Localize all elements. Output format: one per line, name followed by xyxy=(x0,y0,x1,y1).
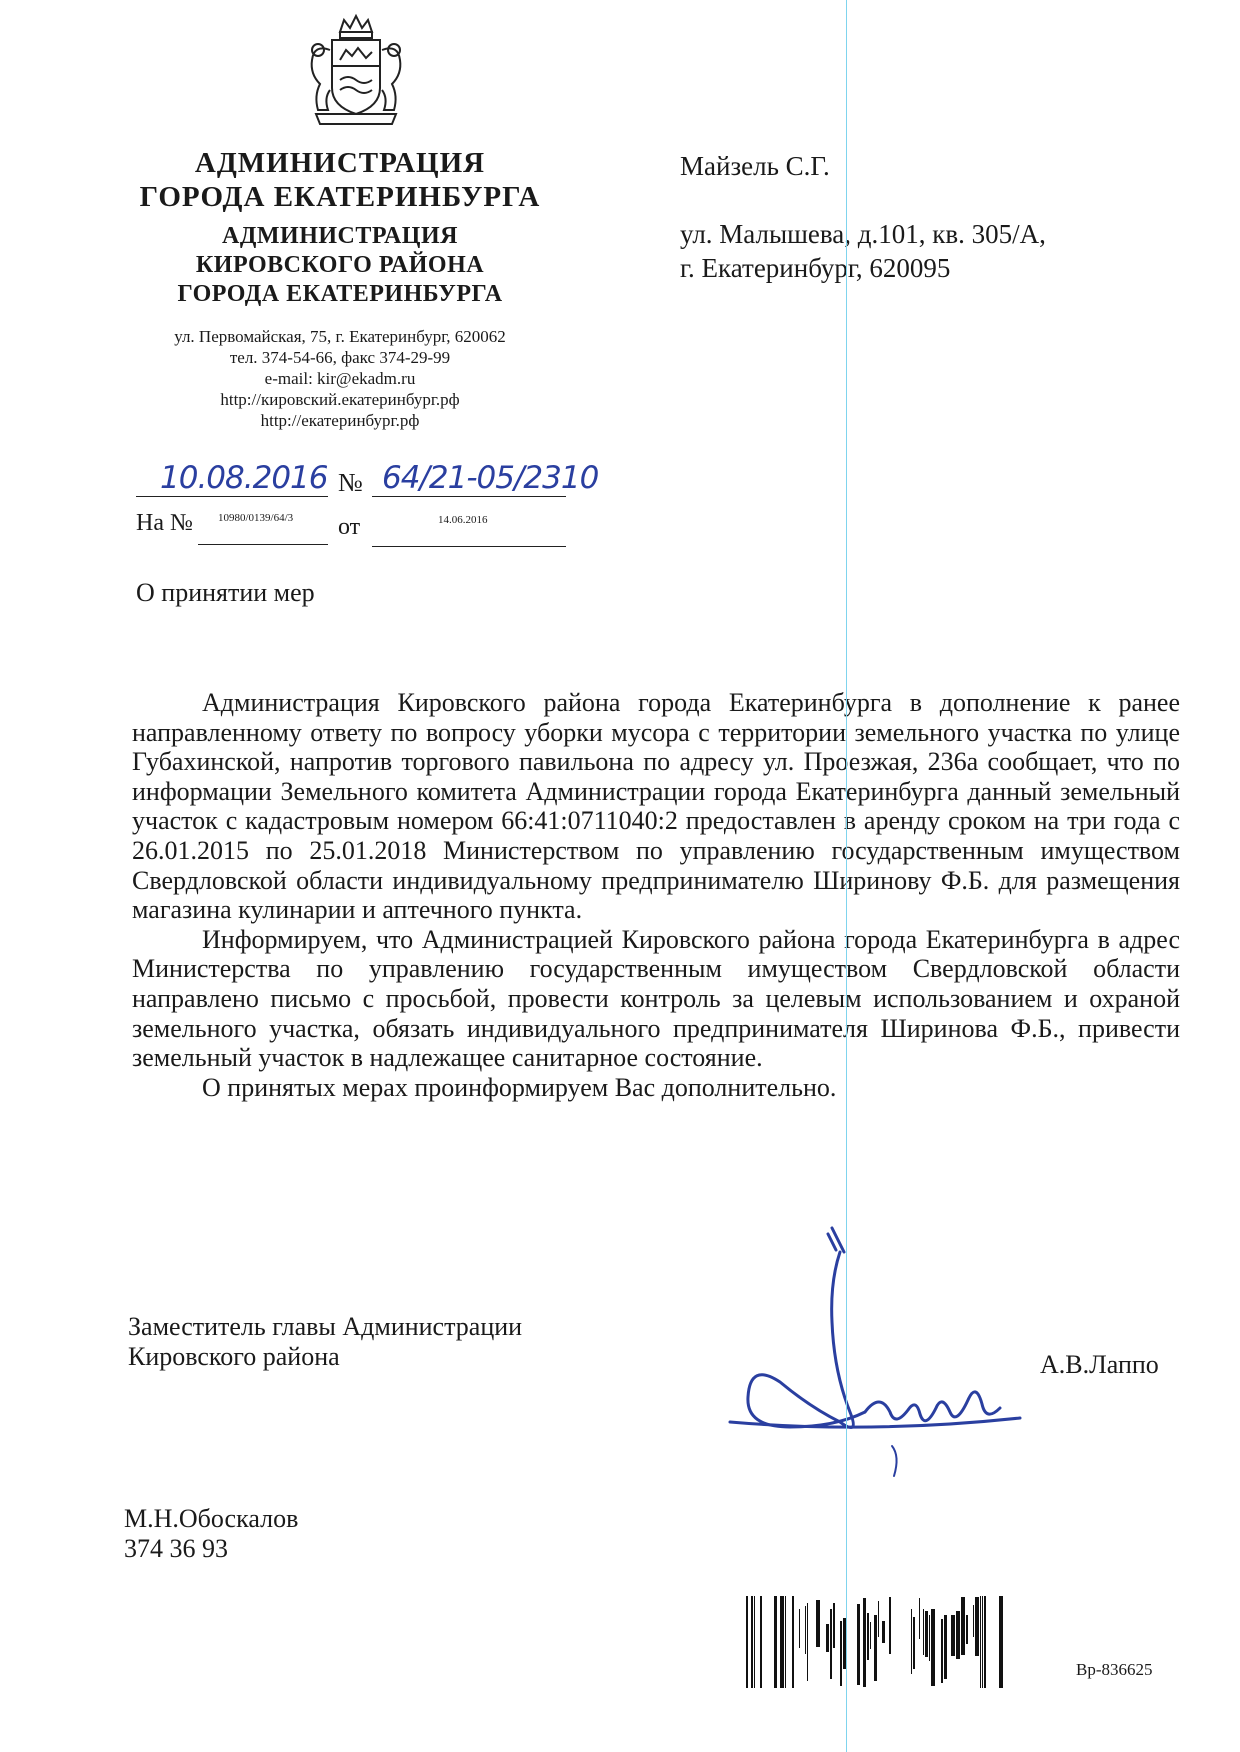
number-underline xyxy=(372,496,566,497)
contact-address: ул. Первомайская, 75, г. Екатеринбург, 620062 xyxy=(174,327,506,346)
contact-website-city: http://екатеринбург.рф xyxy=(260,411,420,430)
barcode-image xyxy=(746,1596,1008,1688)
contact-block xyxy=(120,326,560,431)
signatory-position xyxy=(128,1312,522,1372)
from-date: 14.06.2016 xyxy=(438,514,488,526)
scan-line-artifact xyxy=(846,0,847,1752)
district-admin-line-1: АДМИНИСТРАЦИЯ xyxy=(222,223,458,249)
date-underline xyxy=(136,496,328,497)
recipient-name: Майзель С.Г. xyxy=(680,151,830,181)
executor-block xyxy=(124,1504,298,1564)
district-admin-line-2: КИРОВСКОГО РАЙОНА xyxy=(195,252,485,278)
executor-name: М.Н.Обоскалов xyxy=(124,1504,299,1533)
barcode-id: Вр-836625 xyxy=(1076,1660,1153,1679)
body-paragraph-1: Администрация Кировского района города Екатеринбурга в дополнение к ранее направленному ответу по вопросу уборки мусора с территории земельного участка по улице Губахинской, напротив торгового павильона по адресу ул. Проезжая, 236а сообщает, что по информации Земельного комитета Администрации города Екатеринбурга данный земельный участок с кадастровым номером 66:41:0711040:2 предоставлен в аренду сроком на три года с 26.01.2015 по 25.01.2018 Министерством по управлению государственным имуществом Свердловской области индивидуальному предпринимателю Ширинову Ф.Б. для размещения магазина кулинарии и аптечного пункта. xyxy=(132,688,1180,925)
reply-underline xyxy=(198,544,328,545)
subject-line: О принятии мер xyxy=(136,578,315,607)
city-admin-line-1: АДМИНИСТРАЦИЯ xyxy=(194,147,486,179)
from-underline xyxy=(372,546,566,547)
signature-image xyxy=(720,1222,1080,1512)
district-admin-title xyxy=(140,222,540,309)
number-label: № xyxy=(338,468,363,497)
contact-email: e-mail: kir@ekadm.ru xyxy=(264,369,416,388)
registration-number: 64/21-05/2310 xyxy=(382,460,599,496)
coat-of-arms-icon xyxy=(300,10,412,128)
signatory-position-line-1: Заместитель главы Администрации xyxy=(128,1312,523,1341)
reply-label: На № xyxy=(136,510,193,536)
signatory-position-line-2: Кировского района xyxy=(128,1342,340,1371)
contact-website-district: http://кировский.екатеринбург.рф xyxy=(220,390,460,409)
letter-body xyxy=(132,688,1180,1102)
registration-date: 10.08.2016 xyxy=(160,460,328,496)
district-admin-line-3: ГОРОДА ЕКАТЕРИНБУРГА xyxy=(177,281,503,307)
signatory-name: А.В.Лаппо xyxy=(1040,1350,1159,1379)
body-paragraph-3: О принятых мерах проинформируем Вас дополнительно. xyxy=(202,1072,837,1102)
executor-phone: 374 36 93 xyxy=(124,1534,228,1563)
recipient-address-line-1: ул. Малышева, д.101, кв. 305/А, xyxy=(680,219,1046,249)
city-admin-line-2: ГОРОДА ЕКАТЕРИНБУРГА xyxy=(139,181,541,213)
contact-phone: тел. 374-54-66, факс 374-29-99 xyxy=(229,348,451,367)
city-admin-title xyxy=(120,146,560,214)
recipient-address-line-2: г. Екатеринбург, 620095 xyxy=(680,253,951,283)
reply-number: 10980/0139/64/3 xyxy=(218,512,294,524)
body-paragraph-2: Информируем, что Администрацией Кировского района города Екатеринбурга в адрес Министерства по управлению государственным имуществом Свердловской области направлено письмо с просьбой, провести контроль за целевым использованием и охраной земельного участка, обязать индивидуального предпринимателя Ширинова Ф.Б., привести земельный участок в надлежащее санитарное состояние. xyxy=(132,924,1180,1073)
from-label: от xyxy=(338,514,361,540)
